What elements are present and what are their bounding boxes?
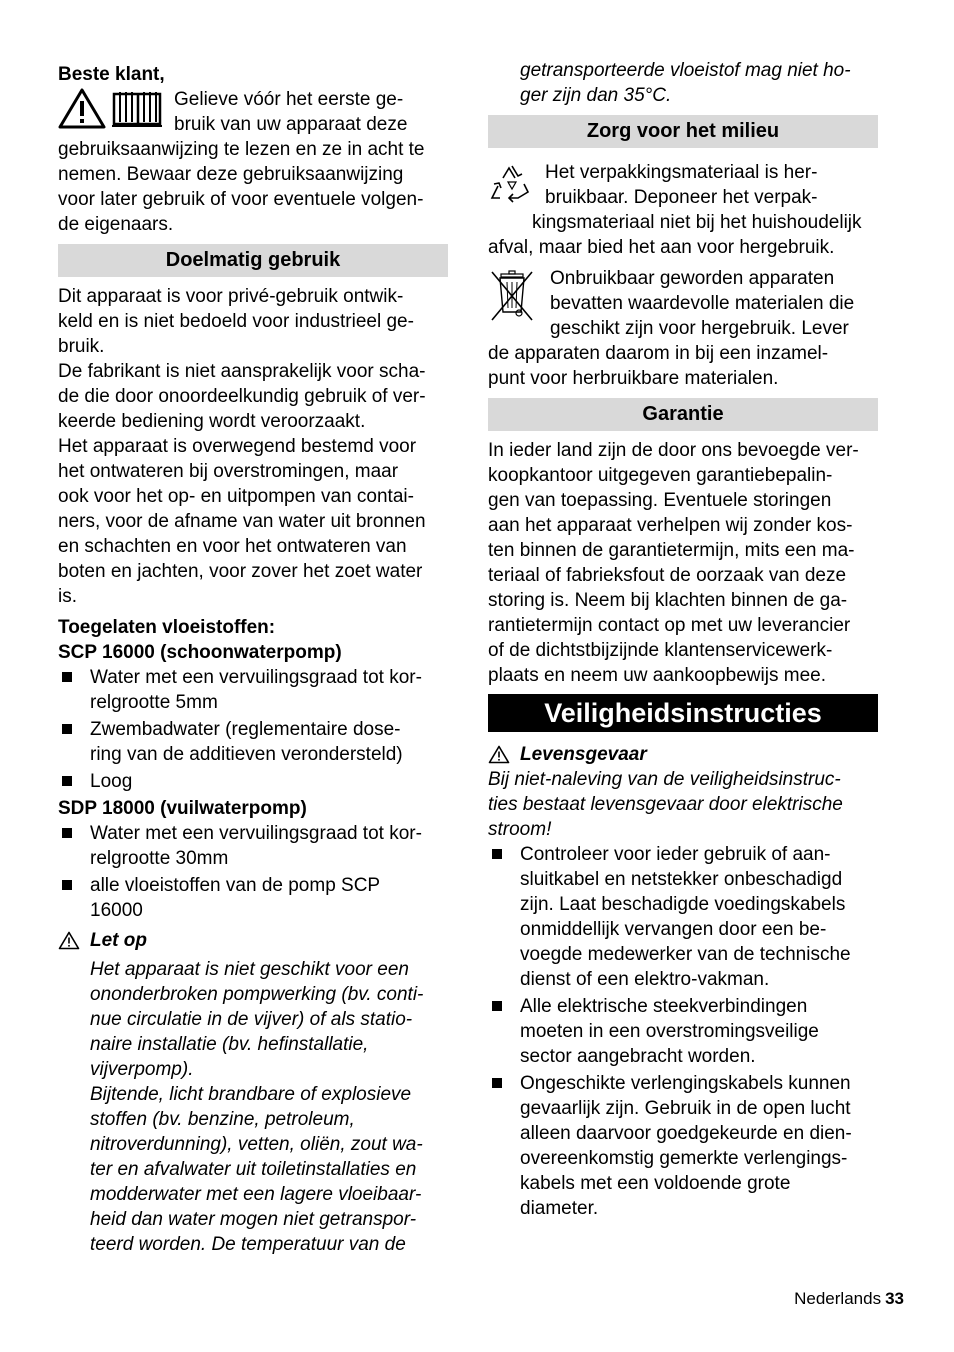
list-item: alle vloeistoffen van de pomp SCP 16000 [58, 873, 448, 923]
weee-block: Onbruikbaar geworden apparaten bevatten waardevolle materialen die geschikt zijn voor hergebruik. Lever de apparaten daarom in bij een inzamel- punt voor herbruikbare materialen. [488, 268, 855, 389]
left-column [58, 0, 448, 1257]
list-item: Ongeschikte verlengingskabels kunnen gevaarlijk zijn. Gebruik in de open lucht alleen daarvoor goedgekeurde en dien- overeenkomstig gemerkte verlengings- kabels met een voldoende grote diameter. [488, 1071, 878, 1221]
text-line: Het apparaat is overwegend bestemd voor [58, 436, 417, 457]
bullet-icon [62, 672, 72, 682]
intro-line: Gelieve vóór het eerste ge- [174, 89, 404, 110]
text-line: keerde bediening wordt veroorzaakt. [58, 411, 366, 432]
bullet-icon [492, 1001, 502, 1011]
text-line: keld en is niet bedoeld voor industrieel ge- [58, 311, 414, 332]
bullet-icon [492, 849, 502, 859]
intro-block [58, 87, 448, 237]
section-heading-intended-use: Doelmatig gebruik [58, 244, 448, 277]
text-line: boten en jachten, voor zover het zoet water [58, 561, 423, 582]
text-line: de die door onoordeelkundig gebruik of ver- [58, 386, 426, 407]
list-item: Water met een vervuilingsgraad tot kor- relgrootte 5mm [58, 665, 448, 715]
list-item: Water met een vervuilingsgraad tot kor- relgrootte 30mm [58, 821, 448, 871]
caution-heading: Let op [58, 928, 448, 953]
warning-manual-icon [58, 88, 162, 137]
warning-triangle-icon [58, 931, 80, 950]
recycle-icon [488, 162, 532, 211]
sdp-heading: SDP 18000 (vuilwaterpomp) [58, 798, 307, 819]
right-column [488, 0, 878, 1221]
danger-text: Bij niet-naleving van de veiligheidsinstruc- ties bestaat levensgevaar door elektrische stroom! [488, 769, 843, 840]
text-line: is. [58, 586, 77, 607]
intro-line: de eigenaars. [58, 214, 174, 235]
page-footer [794, 1288, 904, 1310]
text-line: het ontwateren bij overstromingen, maar [58, 461, 399, 482]
section-heading-warranty: Garantie [488, 398, 878, 431]
intro-line: bruik van uw apparaat deze [174, 114, 408, 135]
text-line: en schachten en voor het ontwateren van [58, 536, 407, 557]
list-item: Controleer voor ieder gebruik of aan- sluitkabel en netstekker onbeschadigd zijn. Laat beschadigde voedingskabels onmiddellijk vervangen door een be- voegde medewerker van de technische dienst of een elektro-vakman. [488, 842, 878, 992]
list-item: Alle elektrische steekverbindingen moeten in een overstromingsveilige sector aangebracht worden. [488, 994, 878, 1069]
bullet-icon [62, 776, 72, 786]
bullet-icon [62, 828, 72, 838]
caution-continued: getransporteerde vloeistof mag niet ho- ger zijn dan 35°C. [520, 60, 851, 106]
intro-line: voor later gebruik of voor eventuele volgen- [58, 189, 424, 210]
page-number: 33 [885, 1289, 904, 1308]
text-line: Dit apparaat is voor privé-gebruik ontwik- [58, 286, 404, 307]
crossed-bin-icon [488, 268, 538, 331]
text-line: De fabrikant is niet aansprakelijk voor scha- [58, 361, 426, 382]
danger-heading: Levensgevaar [488, 742, 878, 767]
bullet-icon [62, 724, 72, 734]
footer-language: Nederlands [794, 1289, 882, 1308]
text-line: ook voor het op- en uitpompen van contai- [58, 486, 414, 507]
intro-line: gebruiksaanwijzing te lezen en ze in acht te [58, 139, 425, 160]
bullet-icon [62, 880, 72, 890]
greeting: Beste klant, [58, 64, 165, 85]
intended-use-text [58, 284, 448, 609]
warranty-text: In ieder land zijn de door ons bevoegde ver- koopkantoor uitgegeven garantiebepalin- gen van toepassing. Eventuele storingen aan het apparaat verhelpen wij zonder kos- ten binnen de garantietermijn, mits een ma- teriaal of fabrieksfout de oorzaak van deze storing is. Neem bij klachten binnen de ga- rantietermijn contact op met uw leverancier of de dichtstbijzijnde klantenservicewerk- plaats en neem uw aankoopbewijs mee. [488, 440, 859, 686]
allowed-liquids-heading: Toegelaten vloeistoffen: [58, 617, 276, 638]
caution-text: Het apparaat is niet geschikt voor een ononderbroken pompwerking (bv. conti- nue circulatie in de vijver) of als statio- naire installatie (bv. hefinstallatie, vijverpomp). Bijtende, licht brandbare of explosieve stoffen (bv. benzine, petroleum, nitroverdunning), vetten, oliën, zout wa- ter en afvalwater uit toiletinstallaties en modderwater met een lagere vloeibaar- heid dan water mogen niet getranspor- teerd worden. De temperatuur van de [90, 959, 424, 1255]
scp-heading: SCP 16000 (schoonwaterpomp) [58, 642, 342, 663]
list-item: Zwembadwater (reglementaire dose- ring van de additieven verondersteld) [58, 717, 448, 767]
text-line: bruik. [58, 336, 105, 357]
section-heading-environment: Zorg voor het milieu [488, 115, 878, 148]
bullet-icon [492, 1078, 502, 1088]
warning-triangle-icon [488, 745, 510, 764]
list-item: Loog [58, 769, 448, 794]
recycling-block: Het verpakkingsmateriaal is her- bruikbaar. Deponeer het verpak- kingsmateriaal niet bij het huishoudelijk afval, maar bied het aan voor hergebruik. [488, 162, 862, 258]
intro-line: nemen. Bewaar deze gebruiksaanwijzing [58, 164, 404, 185]
text-line: ners, voor de afname van water uit bronnen [58, 511, 426, 532]
safety-instructions-heading: Veiligheidsinstructies [488, 694, 878, 732]
